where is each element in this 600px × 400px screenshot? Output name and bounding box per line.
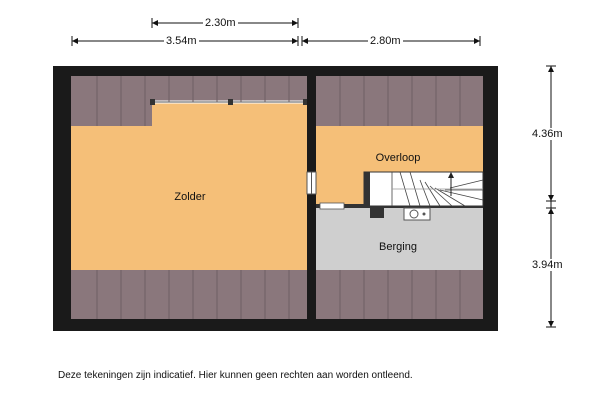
boiler bbox=[370, 208, 384, 218]
berging-floor bbox=[316, 208, 483, 270]
stair-wall bbox=[364, 172, 370, 208]
disclaimer-text: Deze tekeningen zijn indicatief. Hier kunnen geen rechten aan worden ontleend. bbox=[58, 370, 413, 381]
dormer-post-middle bbox=[228, 99, 233, 105]
washing-machine-knob bbox=[423, 213, 426, 216]
dormer-post-left bbox=[150, 99, 155, 105]
room-label-zolder: Zolder bbox=[174, 191, 206, 203]
room-label-overloop: Overloop bbox=[375, 152, 421, 164]
dimension-right-upper: 4.36m bbox=[532, 128, 563, 140]
room-label-berging: Berging bbox=[379, 241, 417, 253]
roof-slope-right-top bbox=[316, 76, 483, 126]
dimension-top-left: 3.54m bbox=[166, 35, 197, 47]
roof-slope-left-bottom bbox=[71, 270, 307, 319]
interior-wall-vertical bbox=[307, 66, 316, 331]
dimension-right-lower: 3.94m bbox=[532, 259, 563, 271]
dormer-floor bbox=[152, 102, 307, 126]
dimension-top-inner: 2.30m bbox=[205, 17, 236, 29]
dimension-top-right: 2.80m bbox=[370, 35, 401, 47]
door-berging bbox=[320, 203, 344, 209]
washing-machine bbox=[404, 208, 430, 220]
roof-slope-right-bottom bbox=[316, 270, 483, 319]
